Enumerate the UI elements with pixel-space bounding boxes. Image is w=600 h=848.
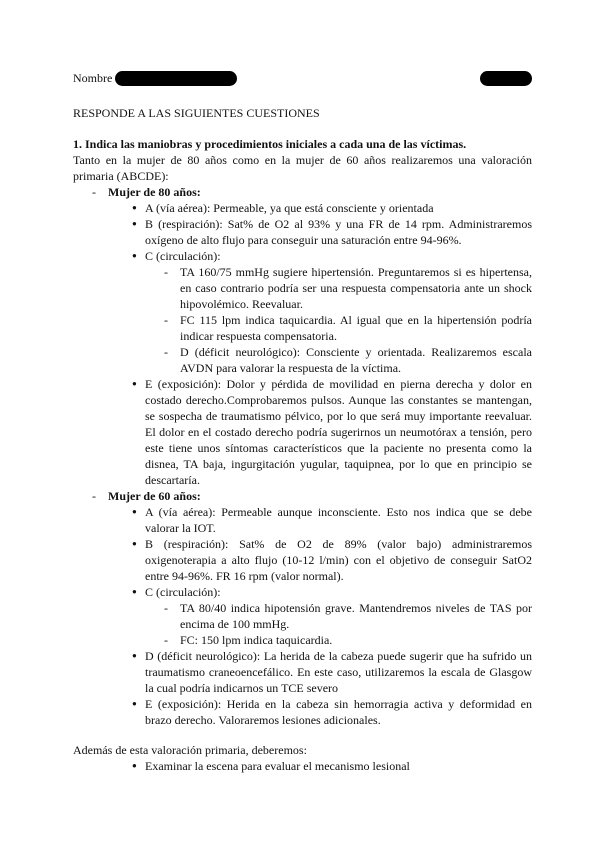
victim-60-heading: Mujer de 60 años: — [108, 489, 201, 503]
list-item: ● B (respiración): Sat% de O2 al 93% y una FR de 14 rpm. Administraremos oxígeno de alto flujo para conseguir una saturación entre 94-96%. — [145, 216, 532, 248]
document-body — [73, 136, 532, 774]
list-item: ● Examinar la escena para evaluar el mecanismo lesional — [145, 758, 532, 774]
redacted-name — [115, 71, 237, 86]
name-label: Nombre — [73, 71, 113, 85]
additional-list — [73, 758, 532, 774]
item-label: C (circulación): — [145, 585, 221, 599]
page-title: RESPONDE A LAS SIGUIENTES CUESTIONES — [73, 106, 320, 120]
list-item: - TA 160/75 mmHg sugiere hipertensión. Preguntaremos si es hipertensa, en caso contrario podría ser una respuesta compensatoria ante un shock hipovolémico. Reevaluar. — [180, 264, 532, 312]
list-item: - TA 80/40 indica hipotensión grave. Mantendremos niveles de TAS por encima de 100 mmHg. — [180, 600, 532, 632]
victims-list — [73, 184, 532, 728]
list-item: ● D (déficit neurológico): La herida de la cabeza puede sugerir que ha sufrido un traumatismo craneoencefálico. En este caso, utilizaremos la escala de Glasgow la cual podría indicarnos un TCE severo — [145, 648, 532, 696]
list-item: ● A (vía aérea): Permeable aunque inconsciente. Esto nos indica que se debe valorar la IOT. — [145, 504, 532, 536]
list-item: - FC 115 lpm indica taquicardia. Al igual que en la hipertensión podría indicar respuesta compensatoria. — [180, 312, 532, 344]
victim-60 — [108, 488, 532, 728]
list-item: - D (déficit neurológico): Consciente y orientada. Realizaremos escala AVDN para valorar la respuesta de la víctima. — [180, 344, 532, 376]
item-label: C (circulación): — [145, 249, 221, 263]
victim-80 — [108, 184, 532, 488]
list-item: ● B (respiración): Sat% de O2 de 89% (valor bajo) administraremos oxigenoterapia a alto flujo (10-12 l/min) con el objetivo de conseguir SatO2 entre 94-96%. FR 16 rpm (valor normal). — [145, 536, 532, 584]
list-item: ● A (vía aérea): Permeable, ya que está consciente y orientada — [145, 200, 532, 216]
question-heading: 1. Indica las maniobras y procedimientos iniciales a cada una de las víctimas. — [73, 137, 467, 151]
list-item: - FC: 150 lpm indica taquicardia. — [180, 632, 532, 648]
additional-intro: Además de esta valoración primaria, deberemos: — [73, 743, 307, 757]
victim-80-heading: Mujer de 80 años: — [108, 185, 201, 199]
list-item: ● E (exposición): Herida en la cabeza sin hemorragia activa y deformidad en brazo derecho. Valoraremos lesiones adicionales. — [145, 696, 532, 728]
list-item: ● E (exposición): Dolor y pérdida de movilidad en pierna derecha y dolor en costado derecho.Comprobaremos pulsos. Aunque las constantes se mantengan, se sospecha de traumatismo pélvico, por lo que será muy importante reevaluar. El dolor en el costado derecho podría sugerirnos un neumotórax a tensión, pero este tiene unos síntomas característicos que la paciente no presenta como la disnea, TA baja, ingurgitación yugular, taquipnea, por lo que en principio se descartaría. — [145, 376, 532, 488]
intro-paragraph: Tanto en la mujer de 80 años como en la mujer de 60 años realizaremos una valoración primaria (ABCDE): — [73, 153, 532, 183]
redacted-field — [480, 71, 532, 86]
list-item — [145, 248, 532, 376]
list-item — [145, 584, 532, 648]
